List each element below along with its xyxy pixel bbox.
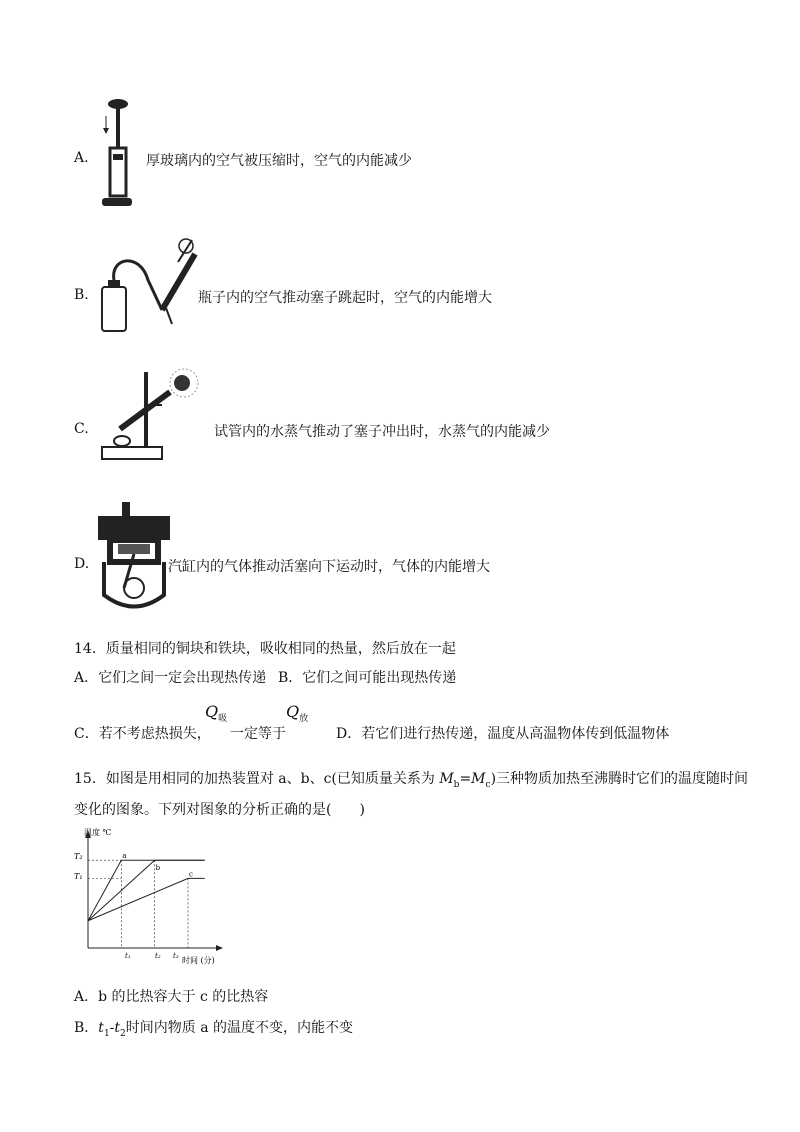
question-15-stem-line-1 [74,768,748,790]
question-14-option-c-mid: 一定等于 [230,726,286,742]
time-symbol: t [114,1020,121,1036]
series-line-b [88,860,205,921]
option-text: 试管内的水蒸气推动了塞子冲出时，水蒸气的内能减少 [214,424,550,440]
temperature-time-chart [70,826,250,976]
option-letter: C. [74,421,89,437]
option-letter: A. [74,150,89,166]
y-tick-label: T₂ [74,852,83,861]
q-subscript: 放 [299,713,309,724]
time-symbol: t [98,1020,104,1036]
question-15-stem-line-2: 变化的图象。下列对图象的分析正确的是( ) [74,802,365,818]
series-line-a [88,860,205,921]
mass-symbol: M [439,771,454,787]
chart-svg [70,826,250,976]
bottle-pump-figure [100,232,210,337]
question-14-stem: 14．质量相同的铜块和铁块，吸收相同的热量，然后放在一起 [74,641,456,657]
q-absorbed-symbol [205,702,227,724]
option-text: 厚玻璃内的空气被压缩时，空气的内能减少 [146,153,412,169]
time-subscript: 2 [120,1028,126,1039]
x-tick-label: t₁ [125,952,131,960]
question-15-option-b [74,1017,353,1039]
test-tube-steam-figure [100,367,215,467]
q-subscript: 吸 [218,713,228,724]
option-letter: B． [74,1020,99,1036]
q-letter: Q [286,702,300,721]
series-label-a: a [122,852,127,861]
engine-cylinder-figure [94,500,174,615]
option-text: 时间内物质 a 的温度不变，内能不变 [125,1020,354,1036]
equals-sign: = [459,771,472,787]
x-tick-label: t₂ [155,952,161,960]
question-14-option-d: D．若它们进行热传递，温度从高温物体传到低温物体 [336,726,670,742]
series-label-b: b [155,864,161,873]
mass-subscript: c [485,779,491,790]
option-letter: D. [74,556,90,572]
option-letter: B. [74,287,89,303]
x-axis-arrow [216,945,223,951]
dash: - [109,1020,115,1036]
question-14-option-a: A．它们之间一定会出现热传递 [74,670,267,686]
stem-text: )三种物质加热至沸腾时它们的温度随时间 [490,771,749,787]
time-subscript: 1 [103,1028,110,1039]
stem-text: 15．如图是用相同的加热装置对 a、b、c(已知质量关系为 [74,771,440,787]
option-text: 汽缸内的气体推动活塞向下运动时，气体的内能增大 [168,559,490,575]
x-axis-label: 时间 (分) [182,956,215,965]
question-14-option-c-prefix: C．若不考虑热损失， [74,726,211,742]
mass-subscript: b [453,779,460,790]
question-15-option-a: A．b 的比热容大于 c 的比热容 [74,989,269,1005]
x-tick-label: t₃ [173,952,179,960]
syringe-compression-figure [98,98,138,213]
y-tick-label: T₁ [74,872,83,881]
q-letter: Q [205,702,219,721]
mass-symbol: M [471,771,486,787]
question-14-option-b: B．它们之间可能出现热传递 [278,670,457,686]
option-text: 瓶子内的空气推动塞子跳起时，空气的内能增大 [198,290,492,306]
q-released-symbol [286,702,308,724]
series-label-c: c [189,870,193,879]
y-axis-label: 温度 ℃ [84,828,112,837]
series-line-c [88,878,205,920]
series-layer [88,852,205,948]
